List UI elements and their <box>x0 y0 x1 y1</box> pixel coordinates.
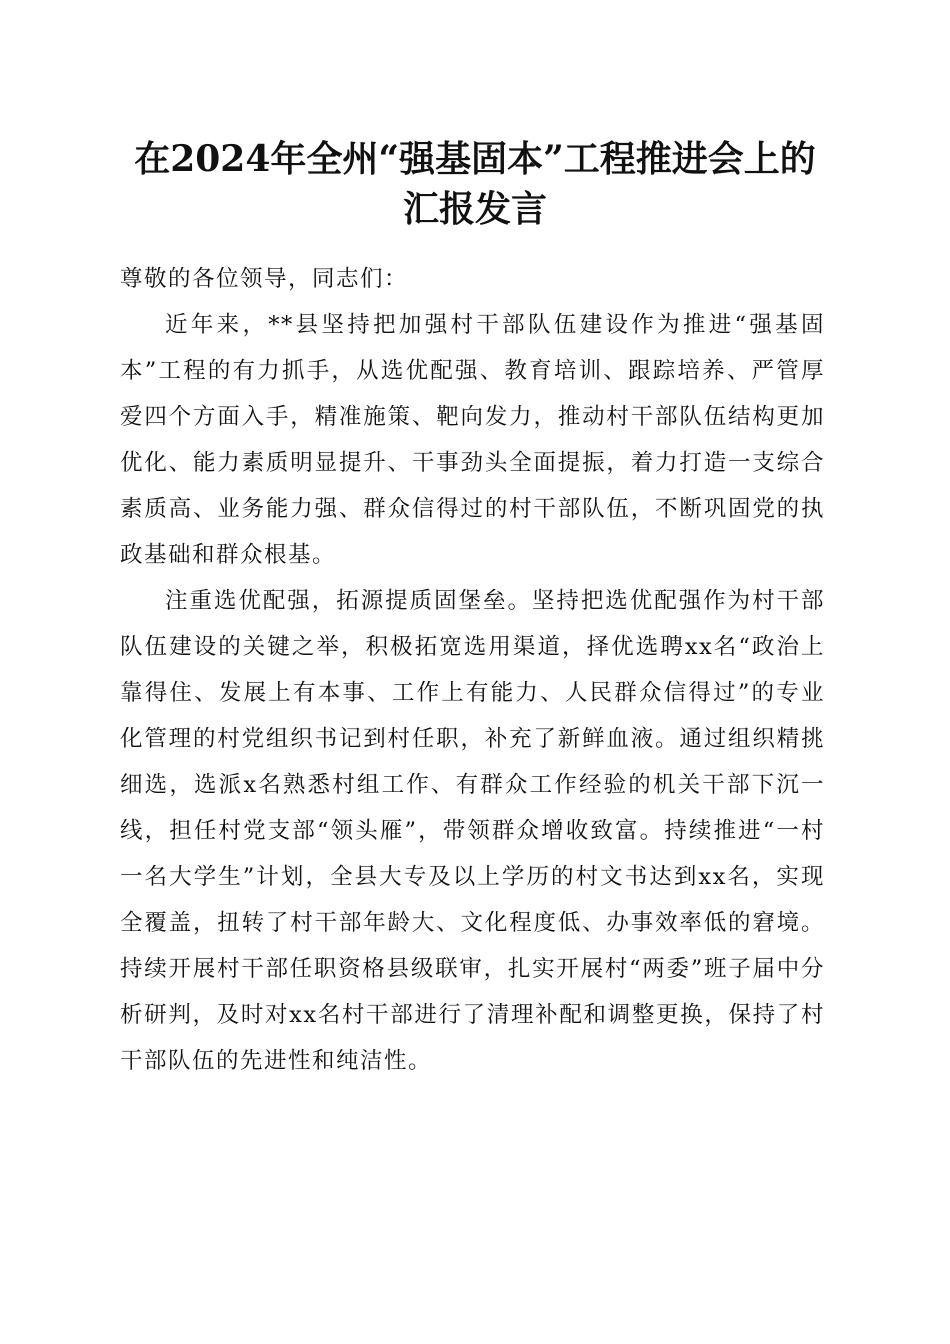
paragraph-intro: 近年来，**县坚持把加强村干部队伍建设作为推进“强基固本”工程的有力抓手，从选优配强、教育培训、跟踪培养、严管厚爱四个方面入手，精准施策、靶向发力，推动村干部队伍结构更加优化、能力素质明显提升、干事劲头全面提振，着力打造一支综合素质高、业务能力强、群众信得过的村干部队伍，不断巩固党的执政基础和群众根基。 <box>120 312 825 568</box>
document-body <box>120 256 825 1084</box>
title-line-1: 在2024年全州“强基固本”工程推进会上的 <box>134 138 816 180</box>
paragraph-selection: 注重选优配强，拓源提质固堡垒。坚持把选优配强作为村干部队伍建设的关键之举，积极拓宽选用渠道，择优选聘xx名“政治上靠得住、发展上有本事、工作上有能力、人民群众信得过”的专业化管理的村党组织书记到村任职，补充了新鲜血液。通过组织精挑细选，选派x名熟悉村组工作、有群众工作经验的机关干部下沉一线，担任村党支部“领头雁”，带领群众增收致富。持续推进“一村一名大学生”计划，全县大专及以上学历的村文书达到xx名，实现全覆盖，扭转了村干部年龄大、文化程度低、办事效率低的窘境。持续开展村干部任职资格县级联审，扎实开展村“两委”班子届中分析研判，及时对xx名村干部进行了清理补配和调整更换，保持了村干部队伍的先进性和纯洁性。 <box>120 588 825 1074</box>
salutation: 尊敬的各位领导，同志们： <box>120 266 409 292</box>
document-title <box>100 134 850 234</box>
title-line-2: 汇报发言 <box>402 188 547 230</box>
